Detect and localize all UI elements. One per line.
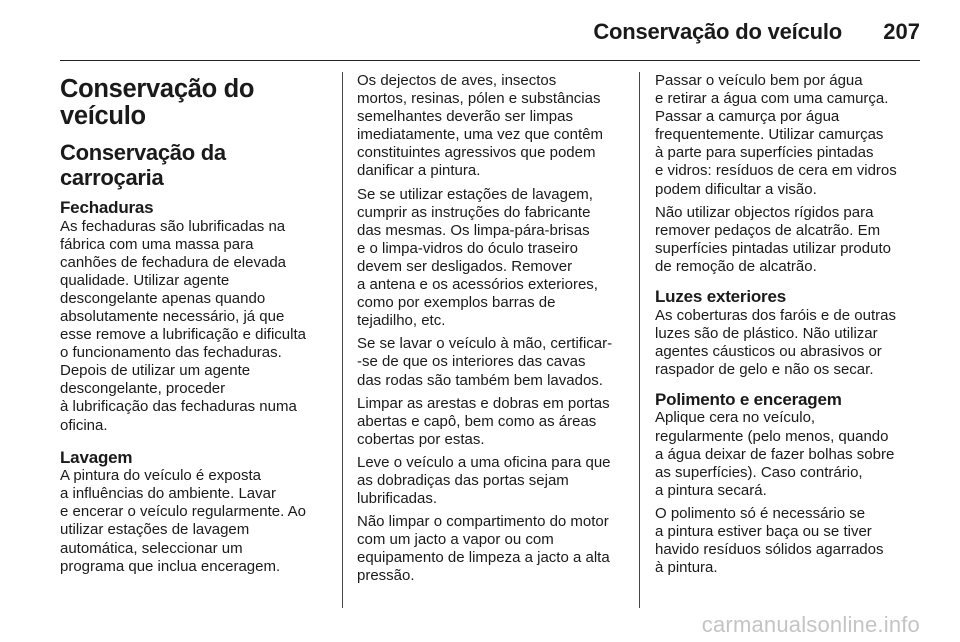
column-2 bbox=[357, 72, 627, 586]
lights-paragraph: As coberturas dos faróis e de outras luzes são de plástico. Não utilizar agentes cáusticos ou abrasivos or raspador de gelo e não os secar. bbox=[655, 306, 896, 378]
paragraph-rinse: Passar o veículo bem por água e retirar a água com uma camurça. Passar a camurça por água frequentemente. Utilizar camurças à parte para superfícies pintadas e vidros: resíduos de cera em vidros podem dificultar a visão. bbox=[655, 72, 897, 198]
chapter-title: Conservação do veículo bbox=[60, 75, 255, 130]
locks-heading: Fechaduras bbox=[60, 198, 154, 217]
wash-heading: Lavagem bbox=[60, 447, 133, 467]
column-divider-1 bbox=[342, 72, 343, 608]
polish-heading: Polimento e enceragem bbox=[655, 389, 842, 409]
column-3 bbox=[655, 72, 921, 577]
paragraph-tar: Não utilizar objectos rígidos para remover pedaços de alcatrão. Em superfícies pintadas utilizar produto de remoção de alcatrão. bbox=[655, 203, 891, 275]
paragraph-door-edges: Limpar as arestas e dobras em portas abertas e capô, bem como as áreas cobertas por estas. bbox=[357, 394, 610, 448]
column-1 bbox=[60, 72, 332, 576]
polish-paragraph-2: O polimento só é necessário se a pintura estiver baça ou se tiver havido resíduos sólidos agarrados à pintura. bbox=[655, 504, 884, 577]
paragraph-bird-droppings: Os dejectos de aves, insectos mortos, resinas, pólen e substâncias semelhantes deverão ser limpas imediatamente, uma vez que contêm constituintes agressivos que podem danificar a pintura. bbox=[357, 72, 603, 180]
column-divider-2 bbox=[639, 72, 640, 608]
header-divider bbox=[60, 60, 920, 61]
paragraph-hinges: Leve o veículo a uma oficina para que as dobradiças das portas sejam lubrificadas. bbox=[357, 453, 611, 508]
section-title: Conservação da carroçaria bbox=[60, 140, 226, 190]
page-number: 207 bbox=[883, 19, 920, 44]
page-header-title: Conservação do veículo bbox=[593, 19, 842, 44]
polish-paragraph: Aplique cera no veículo, regularmente (pelo menos, quando a água deixar de fazer bolhas sobre as superfícies). Caso contrário, a pintura secará. bbox=[655, 409, 895, 499]
lights-heading: Luzes exteriores bbox=[655, 287, 786, 307]
watermark: carmanualsonline.info bbox=[701, 612, 920, 637]
locks-paragraph: As fechaduras são lubrificadas na fábrica com uma massa para canhões de fechadura de elevada qualidade. Utilizar agente descongelante apenas quando absolutamente necessário, já que esse remove a lubrificação e dificulta o funcionamento das fechaduras. Depois de utilizar um agente descongelante, proceder à lubrificação das fechaduras numa oficina. bbox=[60, 217, 306, 434]
wash-paragraph: A pintura do veículo é exposta a influências do ambiente. Lavar e encerar o veículo regularmente. Ao utilizar estações de lavagem automática, seleccionar um programa que inclua enceragem. bbox=[60, 467, 306, 575]
paragraph-car-wash: Se se utilizar estações de lavagem, cumprir as instruções do fabricante das mesmas. Os limpa-pára-brisas e o limpa-vidros do óculo traseiro devem ser desligados. Remover a antena e os acessórios exteriores, como por exemplos barras de tejadilho, etc. bbox=[357, 185, 598, 330]
paragraph-engine-bay: Não limpar o compartimento do motor com um jacto a vapor ou com equipamento de limpeza a jacto a alta pressão. bbox=[357, 513, 610, 585]
paragraph-hand-wash: Se se lavar o veículo à mão, certificar- -se de que os interiores das cavas das rodas são também bem lavados. bbox=[357, 335, 613, 389]
